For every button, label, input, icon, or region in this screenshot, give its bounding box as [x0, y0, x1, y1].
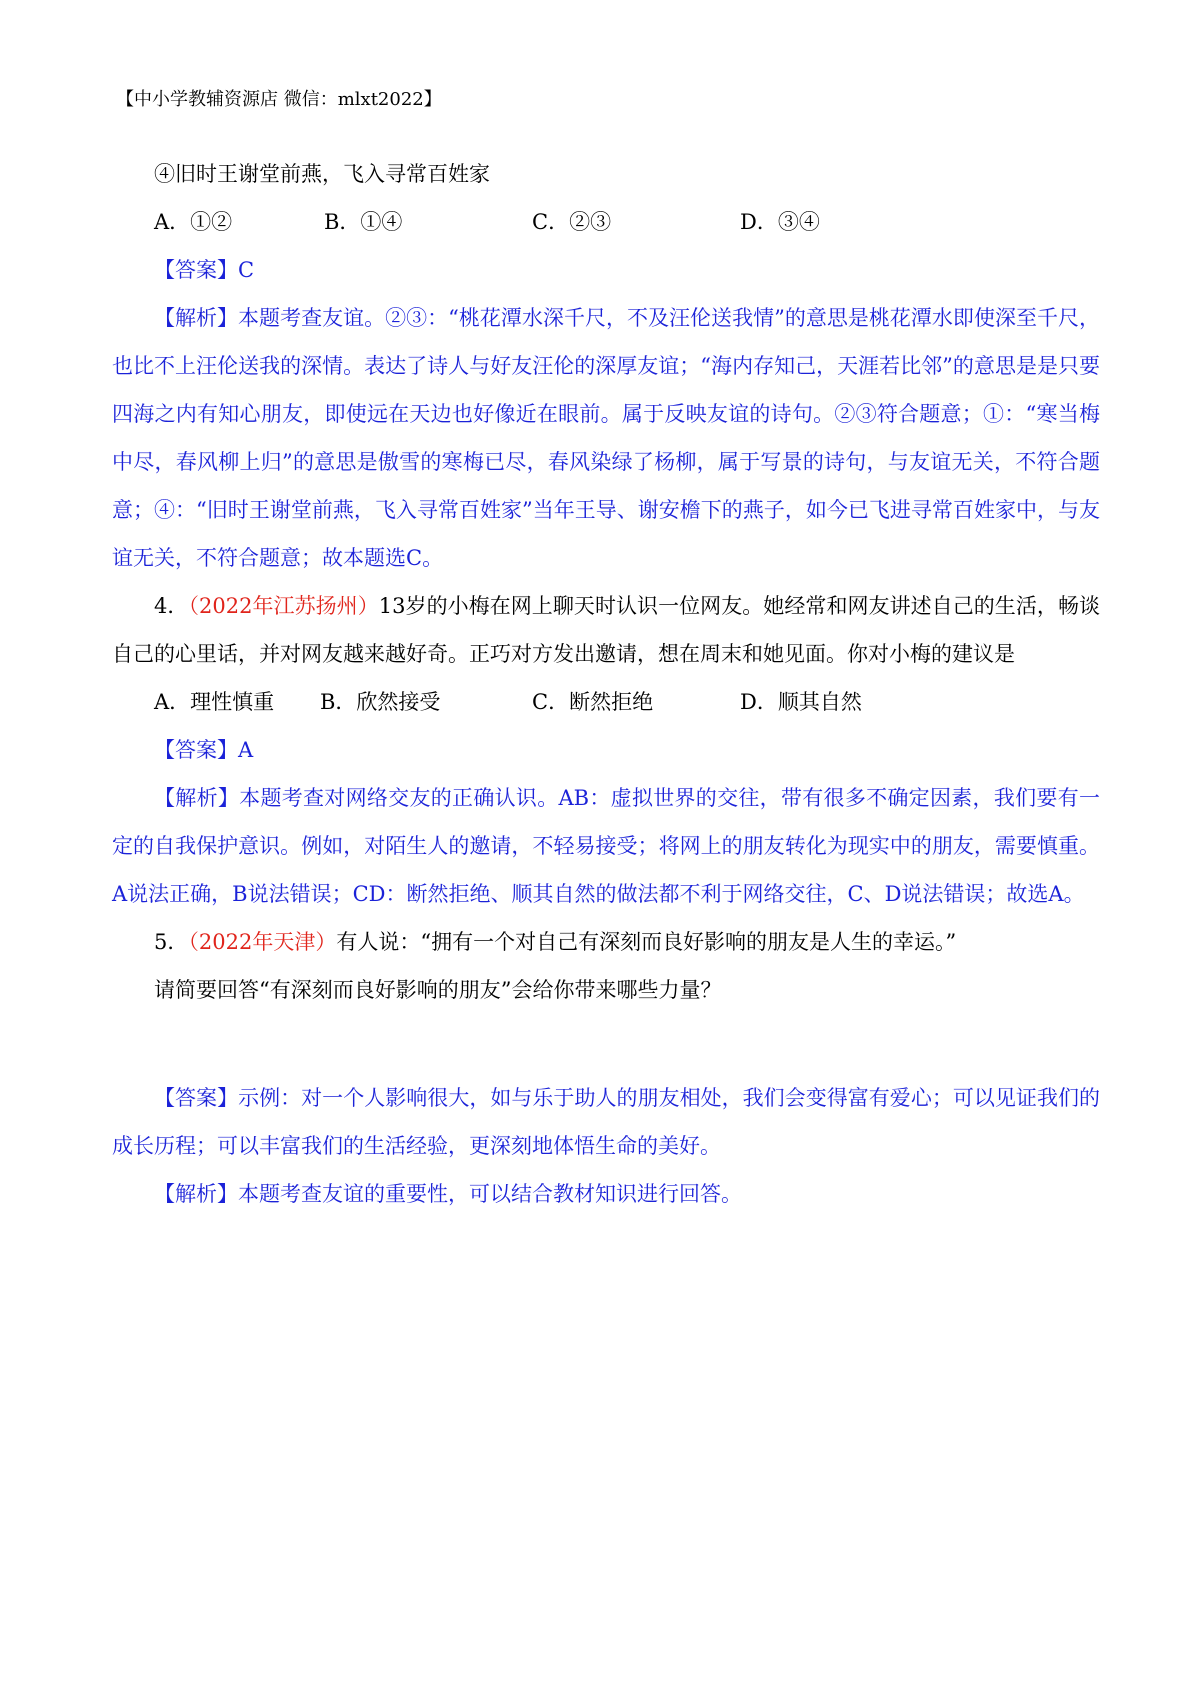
q4-option-d: D．顺其自然: [740, 690, 862, 714]
answer-label: 【答案】: [154, 738, 238, 762]
q3-choice-4: ④旧时王谢堂前燕，飞入寻常百姓家: [154, 162, 490, 186]
q3-options: [112, 198, 1100, 246]
analysis-label: 【解析】: [154, 786, 240, 810]
q4-stem: [112, 582, 1100, 678]
analysis-label: 【解析】: [154, 306, 239, 330]
q3-option-d: D．③④: [740, 210, 820, 234]
question-text: 有人说：“拥有一个对自己有深刻而良好影响的朋友是人生的幸运。”: [336, 930, 957, 954]
q4-analysis: [112, 774, 1100, 918]
analysis-text: 本题考查对网络交友的正确认识。AB：虚拟世界的交往，带有很多不确定因素，我们要有一定的自我保护意识。例如，对陌生人的邀请，不轻易接受；将网上的朋友转化为现实中的朋友，需要慎重。A说法正确，B说法错误；CD：断然拒绝、顺其自然的做法都不利于网络交往，C、D说法错误；故选A。: [112, 786, 1100, 906]
answer-space: [112, 1014, 1100, 1062]
q4-options: [112, 678, 1100, 726]
analysis-text: 本题考查友谊的重要性，可以结合教材知识进行回答。: [238, 1182, 742, 1206]
q5-question: 请简要回答“有深刻而良好影响的朋友”会给你带来哪些力量？: [154, 978, 722, 1002]
page-header: 【中小学教辅资源店 微信：mlxt2022】: [116, 89, 442, 110]
q3-option-c: C．②③: [532, 210, 612, 234]
answer-value: C: [238, 258, 255, 282]
question-source: （2022年天津）: [188, 930, 337, 954]
answer-label: 【答案】: [154, 258, 238, 282]
question-source: （2022年江苏扬州）: [188, 594, 379, 618]
question-number: 5．: [154, 930, 189, 954]
document-content: [112, 150, 1100, 1218]
q4-option-c: C．断然拒绝: [532, 690, 654, 714]
q5-answer: [112, 1074, 1100, 1170]
q3-option-b: B．①④: [324, 210, 403, 234]
q3-analysis: [112, 294, 1100, 582]
answer-text: 示例：对一个人影响很大，如与乐于助人的朋友相处，我们会变得富有爱心；可以见证我们的成长历程；可以丰富我们的生活经验，更深刻地体悟生命的美好。: [112, 1086, 1100, 1158]
q5-stem: [112, 918, 1100, 966]
q3-option-a: A．①②: [154, 210, 233, 234]
analysis-label: 【解析】: [154, 1182, 238, 1206]
q5-analysis: [112, 1170, 1100, 1218]
q4-option-a: A．理性慎重: [154, 690, 275, 714]
answer-label: 【答案】: [154, 1086, 239, 1110]
answer-value: A: [238, 738, 254, 762]
q3-answer: [112, 246, 1100, 294]
q4-option-b: B．欣然接受: [320, 690, 441, 714]
question-text: 13岁的小梅在网上聊天时认识一位网友。她经常和网友讲述自己的生活，畅谈自己的心里话，并对网友越来越好奇。正巧对方发出邀请，想在周末和她见面。你对小梅的建议是: [112, 594, 1100, 666]
q4-answer: [112, 726, 1100, 774]
analysis-text: 本题考查友谊。②③：“桃花潭水深千尺，不及汪伦送我情”的意思是桃花潭水即使深至千尺，也比不上汪伦送我的深情。表达了诗人与好友汪伦的深厚友谊；“海内存知己，天涯若比邻”的意思是是只要四海之内有知心朋友，即使远在天边也好像近在眼前。属于反映友谊的诗句。②③符合题意；①：“寒当梅中尽，春风柳上归”的意思是傲雪的寒梅已尽，春风染绿了杨柳，属于写景的诗句，与友谊无关，不符合题意；④：“旧时王谢堂前燕，飞入寻常百姓家”当年王导、谢安檐下的燕子，如今已飞进寻常百姓家中，与友谊无关，不符合题意；故本题选C。: [112, 306, 1100, 570]
question-number: 4．: [154, 594, 189, 618]
